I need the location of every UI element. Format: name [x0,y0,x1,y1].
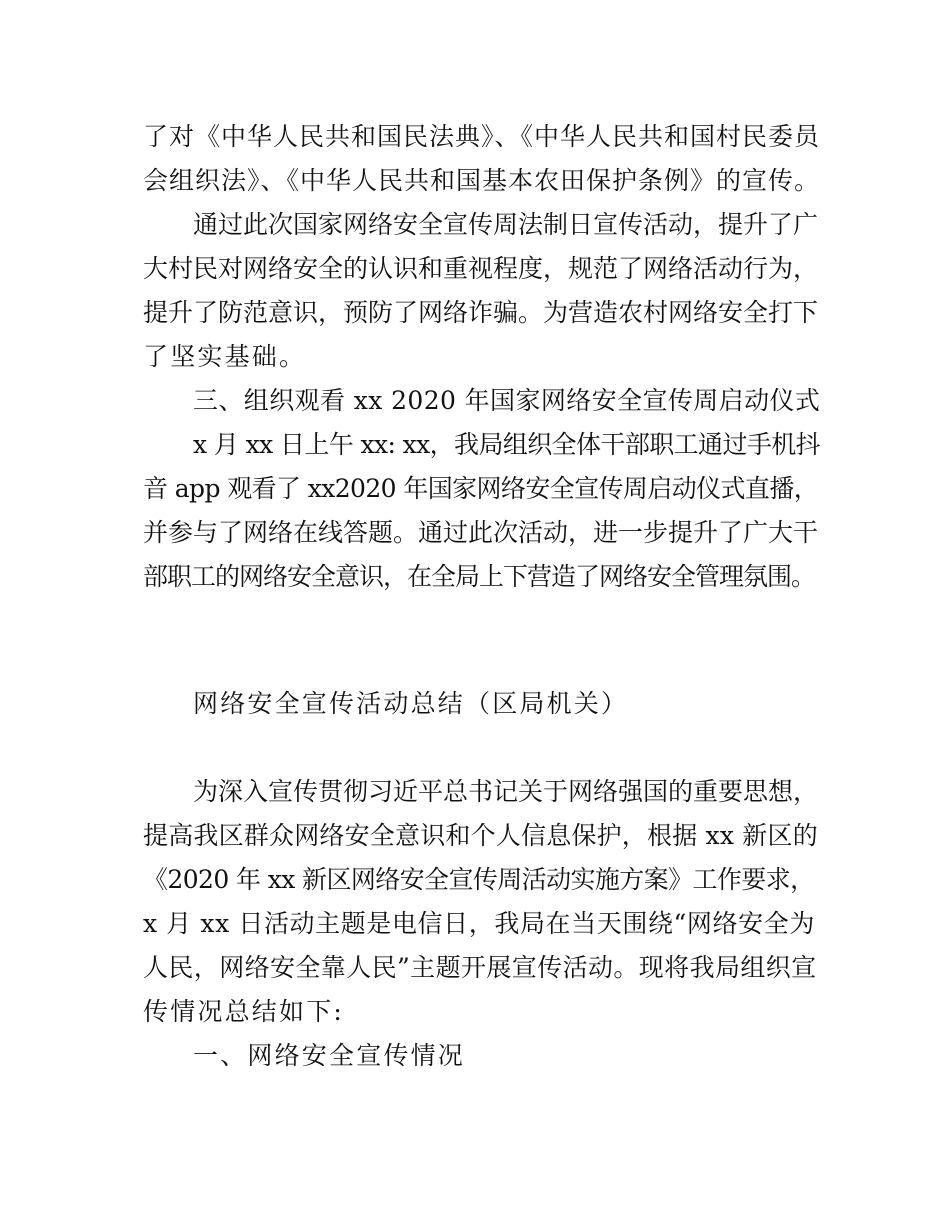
text-line: 音 app 观看了 xx2020 年国家网络安全宣传周启动仪式直播， [143,474,819,503]
text-line: x 月 xx 日活动主题是电信日，我局在当天围绕“网络安全为 [143,909,815,938]
text-line: 了坚实基础。 [143,342,307,371]
text-line: 通过此次国家网络安全宣传周法制日宣传活动，提升了广 [193,210,819,239]
text-line: 部职工的网络安全意识，在全局上下营造了网络安全管理氛围。 [143,562,816,591]
text-line: 会组织法》、《中华人民共和国基本农田保护条例》的宣传。 [143,166,821,195]
section-heading: 三、组织观看 xx 2020 年国家网络安全宣传周启动仪式 [193,386,821,415]
text-line: 提升了防范意识，预防了网络诈骗。为营造农村网络安全打下 [143,298,819,327]
text-line: 《2020 年 xx 新区网络安全宣传周活动实施方案》工作要求， [143,865,815,894]
text-line: 并参与了网络在线答题。通过此次活动，进一步提升了广大干 [143,518,819,547]
text-line: x 月 xx 日上午 xx: xx，我局组织全体干部职工通过手机抖 [193,430,821,459]
text-line: 了对《中华人民共和国民法典》、《中华人民共和国村民委员 [143,122,821,151]
text-line: 提高我区群众网络安全意识和个人信息保护，根据 xx 新区的 [143,821,818,850]
text-line: 大村民对网络安全的认识和重视程度，规范了网络活动行为， [143,254,819,283]
text-line: 为深入宣传贯彻习近平总书记关于网络强国的重要思想， [193,777,819,806]
text-line: 传情况总结如下: [143,997,345,1026]
section-heading: 一、网络安全宣传情况 [193,1041,466,1070]
document-title: 网络安全宣传活动总结（区局机关） [193,689,629,718]
text-line: 人民，网络安全靠人民”主题开展宣传活动。现将我局组织宣 [143,953,817,982]
